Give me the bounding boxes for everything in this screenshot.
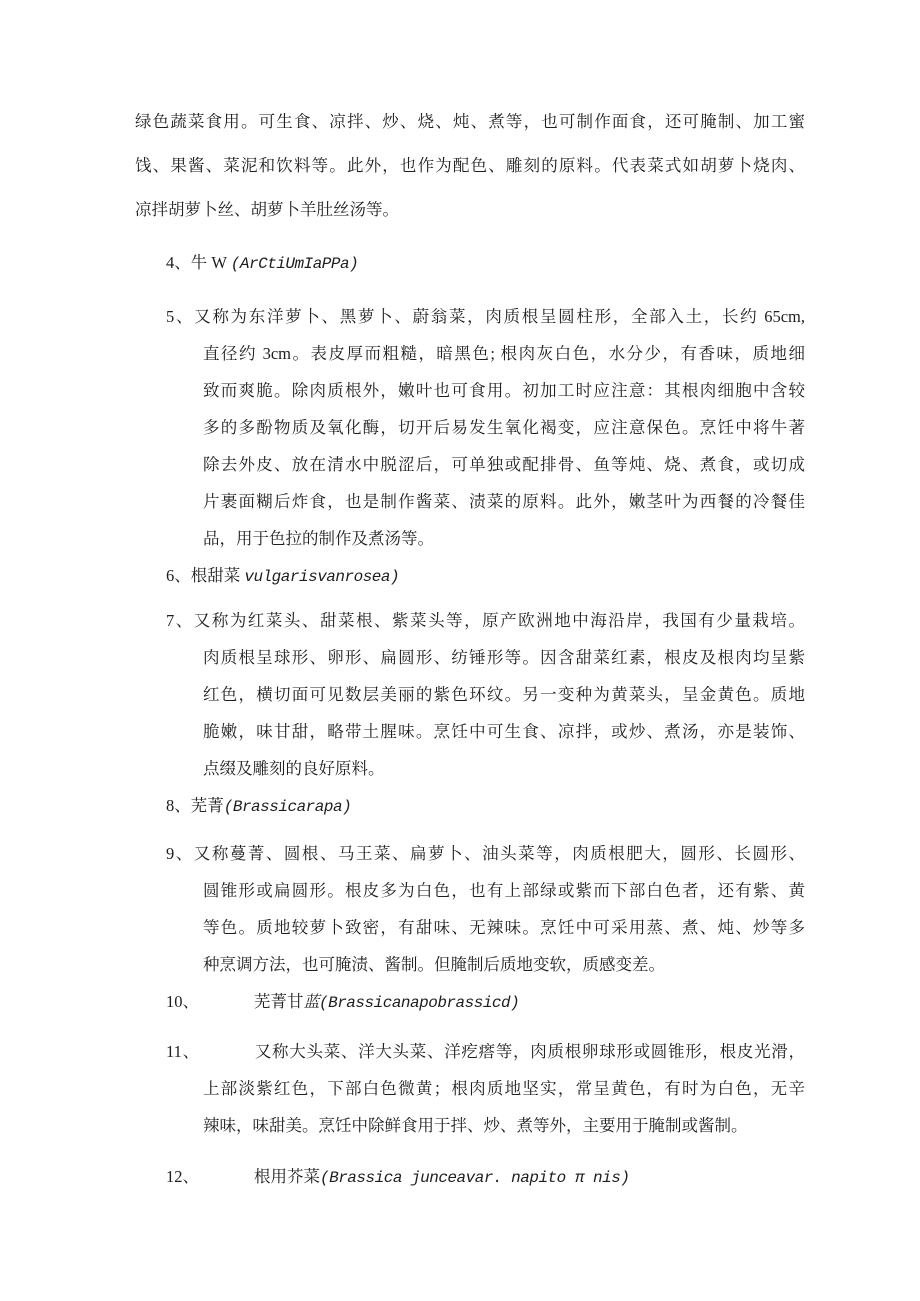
paragraph-text: 又称大头菜、洋大头菜、洋疙瘩等，肉质根卵球形或圆锥形，根皮光滑， (254, 1042, 806, 1061)
intro-line: 绿色蔬菜食用。可生食、凉拌、炒、烧、炖、煮等，也可制作面食，还可腌制、加工蜜 (135, 112, 805, 131)
item-number: 5、 (166, 307, 195, 326)
paragraph-line: 脆嫩，味甘甜，略带土腥味。烹饪中可生食、凉拌，或炒、煮汤，亦是装饰、 (203, 722, 805, 741)
paragraph-first-line (166, 1033, 805, 1070)
paragraph-line: 红色，横切面可见数层美丽的紫色环纹。另一变种为黄菜头，呈金黄色。质地 (203, 685, 805, 704)
paragraph-line: 等色。质地较萝卜致密，有甜味、无辣味。烹饪中可采用蒸、煮、炖、炒等多 (203, 918, 805, 937)
item-number: 9、 (166, 844, 194, 863)
item-number: 6、 (166, 566, 191, 585)
item-title-zh: 根用芥菜 (254, 1167, 320, 1186)
item-number: 11、 (166, 1042, 200, 1061)
item-title-zh: 根甜菜 (190, 566, 245, 585)
item-number: 10、 (166, 992, 199, 1011)
item-title-zh: 芜菁甘 (254, 992, 304, 1011)
paragraph-first-line (166, 298, 805, 335)
paragraph-line: 片裹面糊后炸食，也是制作酱菜、渍菜的原料。此外，嫩茎叶为西餐的冷餐佳 (203, 492, 805, 511)
paragraph-line: 肉质根呈球形、卵形、扁圆形、纺锤形等。因含甜菜红素，根皮及根肉均呈紫 (203, 648, 805, 667)
paragraph-first-line (166, 602, 805, 639)
paragraph-line: 上部淡紫红色，下部白色微黄；根肉质地坚实，常呈黄色，有时为白色，无辛 (203, 1079, 805, 1098)
paragraph-line: 除去外皮、放在清水中脱涩后，可单独或配排骨、鱼等炖、烧、煮食，或切成 (203, 455, 805, 474)
paragraph-line: 种烹调方法，也可腌渍、酱制。但腌制后质地变软，质感变差。 (203, 955, 665, 974)
list-item-paragraph (0, 835, 920, 983)
paragraph-line: 辣味，味甜美。烹饪中除鲜食用于拌、炒、煮等外，主要用于腌制或酱制。 (203, 1116, 748, 1135)
intro-line: 凉拌胡萝卜丝、胡萝卜羊肚丝汤等。 (135, 200, 399, 219)
list-item-heading (166, 787, 920, 824)
intro-line: 饯、果酱、菜泥和饮料等。此外，也作为配色、雕刻的原料。代表菜式如胡萝卜烧肉、 (135, 156, 805, 175)
item-title-zh: 芜菁 (190, 796, 224, 815)
list-item-heading (166, 1158, 920, 1195)
paragraph-text: 又称蔓菁、圆根、马王菜、扁萝卜、油头菜等，肉质根肥大，圆形、长圆形、 (193, 844, 806, 863)
item-title-latin: (Brassica junceavar. napito π nis) (320, 1169, 630, 1187)
item-title-zh: 牛 W (190, 253, 231, 272)
item-title-latin: (Brassicarapa) (223, 798, 352, 816)
list-item-paragraph (0, 298, 920, 557)
paragraph-line: 圆锥形或扁圆形。根皮多为白色，也有上部绿或紫而下部白色者，还有紫、黄 (203, 881, 805, 900)
paragraph-text: 又称为红菜头、甜菜根、紫菜头等，原产欧洲地中海沿岸，我国有少量栽培。 (193, 611, 806, 630)
paragraph-first-line (166, 835, 805, 872)
item-title-latin: 蓝(Brassicanapobrassicd) (303, 994, 520, 1012)
list-item-heading (166, 557, 920, 594)
paragraph-line: 品，用于色拉的制作及煮汤等。 (203, 529, 434, 548)
paragraph-line: 致而爽脆。除肉质根外，嫩叶也可食用。初加工时应注意：其根肉细胞中含较 (203, 381, 805, 400)
list-item-heading (166, 244, 920, 281)
item-number: 7、 (166, 611, 194, 630)
item-number: 12、 (166, 1167, 199, 1186)
list-item-heading (166, 983, 920, 1020)
paragraph-line: 点缀及雕刻的良好原料。 (203, 759, 385, 778)
paragraph-line: 直径约 3cm。表皮厚而粗糙，暗黑色; 根肉灰白色，水分少，有香味，质地细 (203, 344, 805, 363)
intro-paragraph (135, 100, 805, 232)
item-number: 4、 (166, 253, 191, 272)
item-number: 8、 (166, 796, 191, 815)
list-item-paragraph (0, 1033, 920, 1144)
item-title-latin: (ArCtiUmIaPPa) (230, 255, 359, 273)
item-title-latin: vulgarisvanrosea) (244, 568, 400, 586)
paragraph-line: 多的多酚物质及氧化酶，切开后易发生氧化褐变，应注意保色。烹饪中将牛著 (203, 418, 805, 437)
item-list (0, 244, 920, 1195)
list-item-paragraph (0, 602, 920, 787)
paragraph-text: 又称为东洋萝卜、黑萝卜、蔚翁菜，肉质根呈圆柱形，全部入土，长约 65cm, (194, 307, 805, 326)
